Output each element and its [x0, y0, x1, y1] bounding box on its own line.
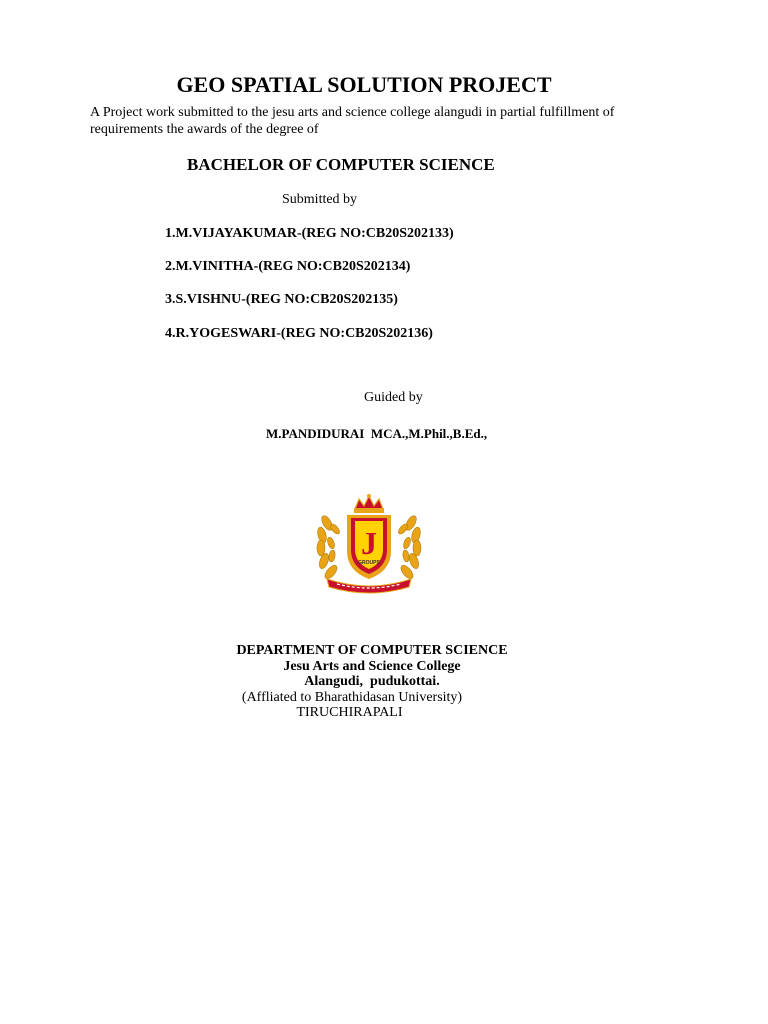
- city-name: TIRUCHIRAPALI: [296, 705, 403, 720]
- department-name: DEPARTMENT OF COMPUTER SCIENCE: [236, 643, 508, 658]
- college-name: Jesu Arts and Science College: [283, 658, 461, 674]
- submitted-by-label: Submitted by: [282, 192, 358, 207]
- intro-paragraph: A Project work submitted to the jesu arts and science college alangudi in partial fulfillment of requirements the awards of the degree of: [90, 105, 615, 137]
- student-item: 1.M.VIJAYAKUMAR-(REG NO:CB20S202133): [165, 226, 454, 241]
- college-emblem-icon: [313, 493, 425, 597]
- guided-by-label: Guided by: [364, 390, 423, 405]
- college-location: Alangudi, pudukottai.: [304, 674, 440, 689]
- student-item: 2.M.VINITHA-(REG NO:CB20S202134): [165, 259, 411, 274]
- logo-text: GROUPS: [358, 560, 380, 566]
- guide-name: M.PANDIDURAI MCA.,M.Phil.,B.Ed.,: [266, 426, 488, 441]
- logo-letter: J: [361, 525, 377, 561]
- student-item: 4.R.YOGESWARI-(REG NO:CB20S202136): [165, 326, 433, 341]
- document-title: GEO SPATIAL SOLUTION PROJECT: [176, 72, 552, 97]
- student-item: 3.S.VISHNU-(REG NO:CB20S202135): [165, 292, 398, 307]
- department-block: [0, 643, 744, 721]
- degree-heading: BACHELOR OF COMPUTER SCIENCE: [187, 155, 495, 174]
- university-affiliation: (Affliated to Bharathidasan University): [241, 689, 463, 705]
